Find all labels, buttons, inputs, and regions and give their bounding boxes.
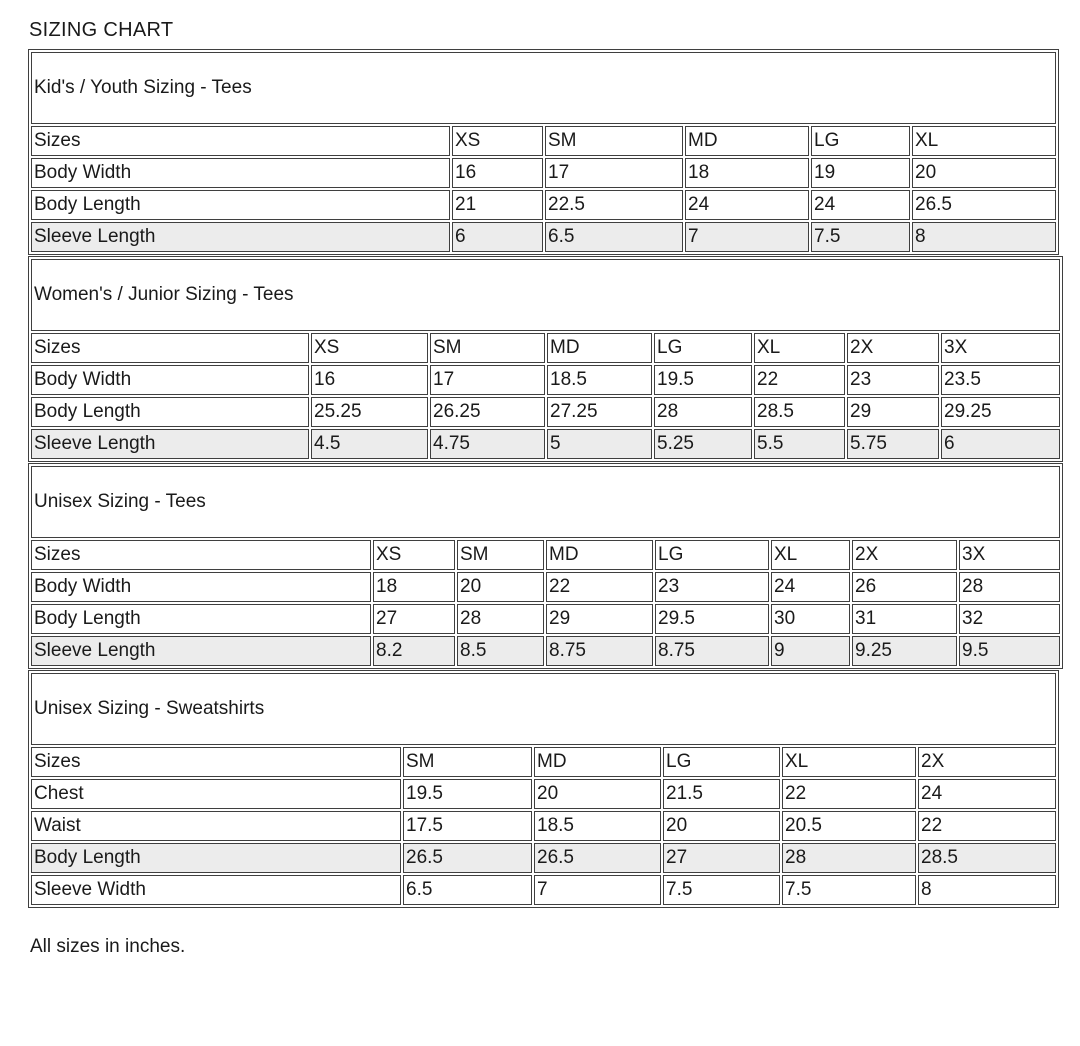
value-cell: 22 xyxy=(754,365,845,395)
value-cell: 24 xyxy=(811,190,910,220)
size-name-cell: LG xyxy=(654,333,752,363)
value-cell: 32 xyxy=(959,604,1060,634)
value-cell: 24 xyxy=(771,572,850,602)
size-name-cell: MD xyxy=(534,747,661,777)
value-cell: 24 xyxy=(685,190,809,220)
sizes-header-row xyxy=(31,333,1060,363)
row-label: Body Width xyxy=(31,158,450,188)
row-label: Body Length xyxy=(31,190,450,220)
value-cell: 5.25 xyxy=(654,429,752,459)
value-cell: 9.5 xyxy=(959,636,1060,666)
size-name-cell: 2X xyxy=(847,333,939,363)
row-label: Body Width xyxy=(31,365,309,395)
value-cell: 28.5 xyxy=(754,397,845,427)
sizes-header-row xyxy=(31,540,1060,570)
row-label: Sleeve Length xyxy=(31,636,371,666)
value-cell: 21 xyxy=(452,190,543,220)
page-title: SIZING CHART xyxy=(29,19,174,41)
value-cell: 21.5 xyxy=(663,779,780,809)
sizing-table-unisex-tees xyxy=(28,463,1063,669)
sizing-table-womens-junior-tees xyxy=(28,256,1063,462)
table-row xyxy=(31,636,1060,666)
value-cell: 8.5 xyxy=(457,636,544,666)
size-name-cell: MD xyxy=(685,126,809,156)
sizes-header-row xyxy=(31,747,1056,777)
size-name-cell: XS xyxy=(311,333,428,363)
value-cell: 22 xyxy=(918,811,1056,841)
table-row xyxy=(31,843,1056,873)
value-cell: 26.5 xyxy=(534,843,661,873)
row-label: Body Length xyxy=(31,843,401,873)
table-row xyxy=(31,190,1056,220)
row-label: Sizes xyxy=(31,540,371,570)
table-row xyxy=(31,604,1060,634)
sizes-header-row xyxy=(31,126,1056,156)
table-row xyxy=(31,875,1056,905)
size-name-cell: XL xyxy=(912,126,1056,156)
value-cell: 23.5 xyxy=(941,365,1060,395)
table-caption-row xyxy=(31,673,1056,745)
size-name-cell: 2X xyxy=(918,747,1056,777)
size-name-cell: XL xyxy=(782,747,916,777)
footer-note: All sizes in inches. xyxy=(30,936,186,957)
value-cell: 19.5 xyxy=(654,365,752,395)
value-cell: 9 xyxy=(771,636,850,666)
value-cell: 20 xyxy=(457,572,544,602)
row-label: Sleeve Length xyxy=(31,429,309,459)
size-name-cell: MD xyxy=(547,333,652,363)
value-cell: 8 xyxy=(918,875,1056,905)
table-caption: Unisex Sizing - Sweatshirts xyxy=(31,673,1056,745)
value-cell: 17 xyxy=(545,158,683,188)
value-cell: 30 xyxy=(771,604,850,634)
value-cell: 7.5 xyxy=(782,875,916,905)
size-name-cell: XL xyxy=(771,540,850,570)
size-name-cell: XS xyxy=(373,540,455,570)
value-cell: 7 xyxy=(685,222,809,252)
value-cell: 6 xyxy=(941,429,1060,459)
value-cell: 26.25 xyxy=(430,397,545,427)
sizing-table-kids-youth-tees xyxy=(28,49,1059,255)
value-cell: 23 xyxy=(655,572,769,602)
value-cell: 20 xyxy=(663,811,780,841)
value-cell: 26 xyxy=(852,572,957,602)
value-cell: 28 xyxy=(457,604,544,634)
table-row xyxy=(31,222,1056,252)
value-cell: 22 xyxy=(782,779,916,809)
table-caption: Women's / Junior Sizing - Tees xyxy=(31,259,1060,331)
size-name-cell: XS xyxy=(452,126,543,156)
size-name-cell: SM xyxy=(457,540,544,570)
row-label: Sleeve Width xyxy=(31,875,401,905)
row-label: Body Length xyxy=(31,604,371,634)
value-cell: 29 xyxy=(546,604,653,634)
value-cell: 22.5 xyxy=(545,190,683,220)
value-cell: 17.5 xyxy=(403,811,532,841)
value-cell: 5.75 xyxy=(847,429,939,459)
table-caption-row xyxy=(31,52,1056,124)
value-cell: 6 xyxy=(452,222,543,252)
sizing-tables-stack xyxy=(28,49,1043,908)
value-cell: 29.5 xyxy=(655,604,769,634)
table-row xyxy=(31,572,1060,602)
value-cell: 8 xyxy=(912,222,1056,252)
value-cell: 16 xyxy=(452,158,543,188)
table-row xyxy=(31,811,1056,841)
value-cell: 29.25 xyxy=(941,397,1060,427)
value-cell: 5 xyxy=(547,429,652,459)
value-cell: 8.75 xyxy=(546,636,653,666)
value-cell: 26.5 xyxy=(912,190,1056,220)
size-name-cell: LG xyxy=(655,540,769,570)
size-name-cell: 2X xyxy=(852,540,957,570)
table-caption: Unisex Sizing - Tees xyxy=(31,466,1060,538)
value-cell: 18.5 xyxy=(534,811,661,841)
table-row xyxy=(31,365,1060,395)
value-cell: 18 xyxy=(373,572,455,602)
value-cell: 31 xyxy=(852,604,957,634)
row-label: Sleeve Length xyxy=(31,222,450,252)
value-cell: 22 xyxy=(546,572,653,602)
size-name-cell: XL xyxy=(754,333,845,363)
table-row xyxy=(31,158,1056,188)
value-cell: 27.25 xyxy=(547,397,652,427)
value-cell: 16 xyxy=(311,365,428,395)
value-cell: 5.5 xyxy=(754,429,845,459)
table-row xyxy=(31,397,1060,427)
value-cell: 7.5 xyxy=(663,875,780,905)
value-cell: 8.75 xyxy=(655,636,769,666)
value-cell: 24 xyxy=(918,779,1056,809)
size-name-cell: 3X xyxy=(941,333,1060,363)
value-cell: 19 xyxy=(811,158,910,188)
sizing-table-unisex-sweatshirts xyxy=(28,670,1059,908)
value-cell: 26.5 xyxy=(403,843,532,873)
size-name-cell: SM xyxy=(403,747,532,777)
value-cell: 17 xyxy=(430,365,545,395)
value-cell: 28 xyxy=(782,843,916,873)
value-cell: 19.5 xyxy=(403,779,532,809)
row-label: Sizes xyxy=(31,747,401,777)
value-cell: 18 xyxy=(685,158,809,188)
row-label: Body Width xyxy=(31,572,371,602)
table-caption-row xyxy=(31,259,1060,331)
row-label: Sizes xyxy=(31,333,309,363)
value-cell: 20.5 xyxy=(782,811,916,841)
size-name-cell: SM xyxy=(545,126,683,156)
row-label: Body Length xyxy=(31,397,309,427)
value-cell: 28 xyxy=(654,397,752,427)
value-cell: 4.5 xyxy=(311,429,428,459)
size-name-cell: SM xyxy=(430,333,545,363)
value-cell: 20 xyxy=(912,158,1056,188)
row-label: Waist xyxy=(31,811,401,841)
size-name-cell: 3X xyxy=(959,540,1060,570)
value-cell: 4.75 xyxy=(430,429,545,459)
value-cell: 7 xyxy=(534,875,661,905)
value-cell: 9.25 xyxy=(852,636,957,666)
value-cell: 28.5 xyxy=(918,843,1056,873)
table-caption-row xyxy=(31,466,1060,538)
table-row xyxy=(31,429,1060,459)
value-cell: 29 xyxy=(847,397,939,427)
row-label: Chest xyxy=(31,779,401,809)
value-cell: 8.2 xyxy=(373,636,455,666)
size-name-cell: LG xyxy=(663,747,780,777)
value-cell: 6.5 xyxy=(545,222,683,252)
value-cell: 6.5 xyxy=(403,875,532,905)
table-caption: Kid's / Youth Sizing - Tees xyxy=(31,52,1056,124)
value-cell: 28 xyxy=(959,572,1060,602)
value-cell: 20 xyxy=(534,779,661,809)
value-cell: 27 xyxy=(663,843,780,873)
size-name-cell: MD xyxy=(546,540,653,570)
value-cell: 23 xyxy=(847,365,939,395)
value-cell: 18.5 xyxy=(547,365,652,395)
value-cell: 7.5 xyxy=(811,222,910,252)
size-name-cell: LG xyxy=(811,126,910,156)
table-row xyxy=(31,779,1056,809)
value-cell: 27 xyxy=(373,604,455,634)
row-label: Sizes xyxy=(31,126,450,156)
value-cell: 25.25 xyxy=(311,397,428,427)
